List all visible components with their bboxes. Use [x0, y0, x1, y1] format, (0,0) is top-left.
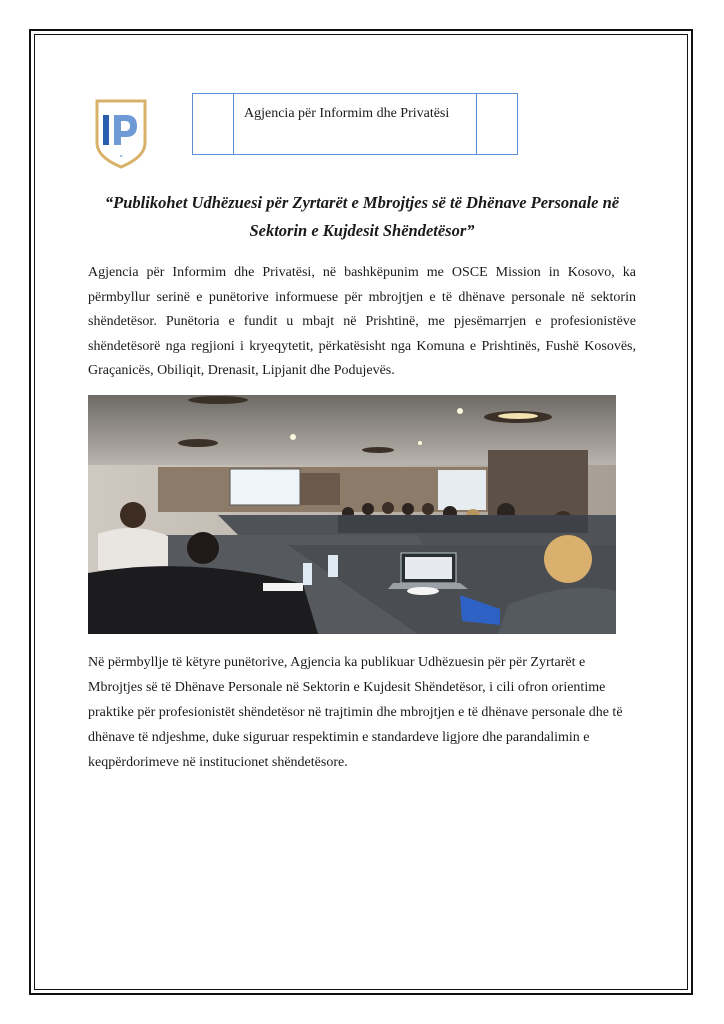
header-cell-left: [193, 94, 234, 154]
intro-paragraph: Agjencia për Informim dhe Privatësi, në bashkëpunim me OSCE Mission in Kosovo, ka përmbyllur serinë e punëtorive informuese për mbrojtjen e të dhënave personale në sektorin shëndetësor. Punëtoria e fundit u mbajt në Prishtinë, me pjesëmarrjen e profesionistëve shëndetësorë nga regjioni i kryeqytetit, përkatësisht nga Komuna e Prishtinës, Fushë Kosovës, Graçanicës, Obiliqit, Drenasit, Lipjanit dhe Podujevës.: [88, 265, 636, 378]
svg-text:IP: IP: [119, 154, 123, 158]
workshop-photo: [88, 395, 616, 634]
title-line-1: “Publikohet Udhëzuesi për Zyrtarët e Mbrojtjes së të Dhënave Personale në: [104, 193, 620, 212]
header-table: [192, 93, 518, 155]
closing-paragraph: Në përmbyllje të këtyre punëtorive, Agjencia ka publikuar Udhëzuesin për për Zyrtarët e Mbrojtjes së të Dhënave Personale në Sektorin e Kujdesit Shëndetësor, i cili ofron orientime praktike për profesionistët shëndetësor në trajtimin dhe mbrojtjen e të dhënave personale dhe të dhënave të ndjeshme, duke siguruar respektimin e standardeve ligjore dhe parandalimin e keqpërdorimeve në institucionet shëndetësore.: [88, 655, 623, 770]
agency-logo: [93, 97, 149, 169]
agency-name: Agjencia për Informim dhe Privatësi: [234, 94, 477, 154]
header-cell-right: [477, 94, 517, 154]
title-line-2: Sektorin e Kujdesit Shëndetësor”: [249, 221, 475, 240]
document-title: [88, 189, 636, 245]
